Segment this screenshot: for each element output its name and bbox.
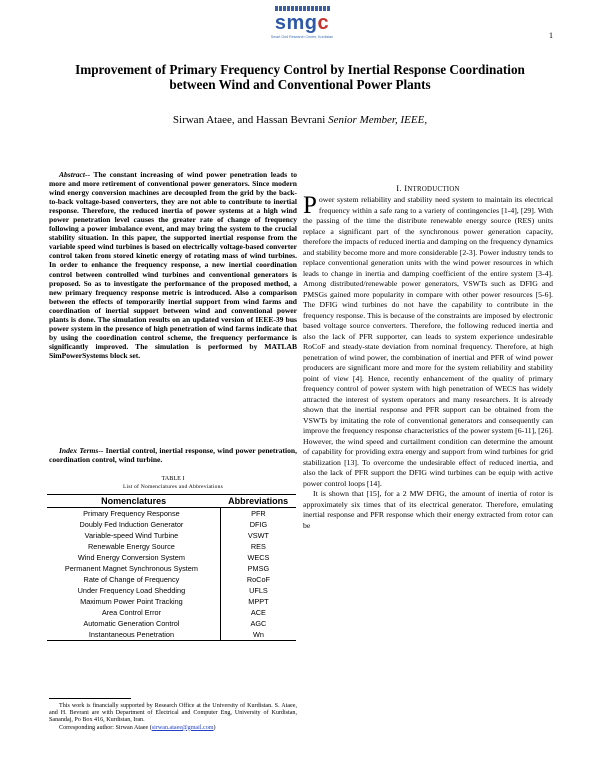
logo-bars-icon <box>247 6 357 11</box>
intro-paragraph-1: Power system reliability and stability need system to maintain its electrical frequency within a safe rang to a variety of contingencies [1-4], [29]. With the passing of the time the distribute renewable energy source (RES) units replace a significant part of the synchronous power generation capacity, therefore the impacts of reduced inertia and damping on the frequency dynamics and stability become more and more considerable [2-3]. Power industry tends to replace conventional generation units with the wind power resources in which leads to change in inertia and damping coefficient of the entire system [3-4]. Among distributed/renewable power generators, VSWTs such as DFIG and PMSGs gained more popularity in compare with other power resources [5-6]. The DFIG wind turbines do not have the capability to contribute in the frequency response. This is because of the constraints are imposed by electronic based voltage source converters. Therefore, the following reduced inertia and also the lack of PFR supporter, can leads to system experience undesirable RoCoF and steady-state deviation from nominal frequency. Therefore, at high penetration of wind power, the combination of inertial and PFR of wind power producers are significant more and more for the system reliability and stability point of view [4]. Hence, recently enhancement of the quality of primary frequency control of power system with high penetration of WECS has widely attracted the interest of system operators and many researchers. It is already shown that the inertial response and PFR support can be obtained from the VSWTs by imitating the role of conventional generators and consequently can improve the frequency response characteristics of the power system [6-11], [26]. However, the wind speed and curtailment condition can determine the amount of capability for providing extra energy and support from wind turbines for grid stabilization [13]. To overcome the undesirable effect of reduced inertia, and also the lack of PFR support the DFIG wind turbines can be equip with active power control loops [14]. <box>303 192 553 488</box>
nomenclature-cell: Renewable Energy Source <box>88 542 175 551</box>
table-row <box>47 519 296 530</box>
abbreviation-cell: PMSG <box>220 563 296 574</box>
table-label: TABLE I <box>161 475 185 482</box>
abbreviation-cell: RES <box>220 541 296 552</box>
intro-paragraph-2: It is shown that [15], for a 2 MW DFIG, the amount of inertia of rotor is approximately six times that of its electrical generator. Therefore, emulating inertial response and PFR response which their energy extracted from rotor can be <box>303 489 553 530</box>
nomenclature-table <box>47 494 296 641</box>
footnote-funding: This work is financially supported by Research Office at the University of Kurdistan. S. Ataee, and H. Bevrani are with Department of Electrical and Computer Eng, University of Kurdistan, Sanandaj, Po Box 416, Kurdistan, Iran. <box>49 703 297 724</box>
table-row <box>47 596 296 607</box>
abstract <box>49 170 297 360</box>
table-row <box>47 530 296 541</box>
nomenclature-cell: Primary Frequency Response <box>83 509 180 518</box>
table-caption <box>49 475 297 491</box>
index-terms-lead: Index Terms <box>59 446 99 455</box>
page-number: 1 <box>549 31 553 40</box>
table-row <box>47 629 296 641</box>
abbreviation-cell: MPPT <box>220 596 296 607</box>
abbreviation-cell: RoCoF <box>220 574 296 585</box>
table-title: List of Nomenclatures and Abbreviations <box>122 484 224 490</box>
introduction-text <box>303 192 553 531</box>
table-header-row <box>47 495 296 508</box>
abbreviation-cell: PFR <box>220 508 296 520</box>
nomenclature-cell: Automatic Generation Control <box>83 619 180 628</box>
nomenclature-cell: Instantaneous Penetration <box>47 629 220 641</box>
abbreviation-cell: VSWT <box>220 530 296 541</box>
journal-logo <box>247 6 357 50</box>
abbreviation-cell: AGC <box>220 618 296 629</box>
abbreviation-cell: ACE <box>220 607 296 618</box>
authors <box>60 114 540 126</box>
table-row <box>47 574 296 585</box>
abbreviation-cell: WECS <box>220 552 296 563</box>
table-header-nomenclatures: Nomenclatures <box>47 495 220 508</box>
table-row <box>47 508 296 520</box>
index-terms <box>49 446 297 464</box>
table-header-abbreviations: Abbreviations <box>220 495 296 508</box>
nomenclature-cell: Maximum Power Point Tracking <box>80 597 183 606</box>
table-row <box>47 607 296 618</box>
nomenclature-cell: Wind Energy Conversion System <box>77 553 185 562</box>
table-row <box>47 563 296 574</box>
abbreviation-cell: DFIG <box>220 519 296 530</box>
footnote <box>49 703 297 732</box>
abbreviation-cell: Wn <box>220 629 296 641</box>
abbreviation-cell: UFLS <box>220 585 296 596</box>
nomenclature-cell: Rate of Change of Frequency <box>83 575 180 584</box>
nomenclature-cell: Permanent Magnet Synchronous System <box>64 564 198 573</box>
author-names: Sirwan Ataee, and Hassan Bevrani <box>172 114 326 126</box>
abstract-lead: Abstract <box>59 170 85 179</box>
table-body <box>47 508 296 641</box>
author-membership: Senior Member, IEEE, <box>328 114 428 126</box>
nomenclature-cell: Area Control Error <box>101 608 162 617</box>
logo-wordmark: smgc <box>274 12 330 34</box>
nomenclature-cell: Variable-speed Wind Turbine <box>84 531 179 540</box>
paper-title: Improvement of Primary Frequency Control by Inertial Response Coordination between Wind and Conventional Power Plants <box>75 62 525 92</box>
nomenclature-cell: Doubly Fed Induction Generator <box>79 520 184 529</box>
author-email-link[interactable]: sirwan.ataee@gmail.com <box>151 724 214 731</box>
section-heading-introduction: I. INTRODUCTION <box>396 183 460 193</box>
footnote-corresponding: Corresponding author: Sirwan Ataee (sirwan.ataee@gmail.com) <box>59 724 216 731</box>
table-row <box>47 585 296 596</box>
drop-cap: P <box>303 192 317 219</box>
abstract-body: -- The constant increasing of wind power penetration leads to more and more retirement of conventional power generators. Since modern wind energy conversion machines are decoupled from the grid by the back-to-back voltage-based converters, they are not able to contribute to inertial response. Therefore, the reduced inertia of power systems at a high wind power penetration level causes the greater rate of change of frequency following a power imbalance event, and may bring the system to the crucial stability situation. In this paper, the supported inertial response from the variable speed wind turbines is based on electrically voltage-based converter control taken from stored kinetic energy of rotating mass of wind turbines. In order to enhance the frequency response, a new inertial coordination control between controlled wind turbines and conventional generators is proposed. So as to investigate the performance of the proposed method, a new primary frequency response metric is introduced. Also a comparison between the effects of temporarily inertial support from wind farms and coordination of inertial support between wind and conventional power plants is done. The simulation results on an updated version of IEEE-39 bus power system in the presence of high penetration of wind farms indicate that by using the coordination control scheme, the frequency performance is significantly improved. The simulation is performed by MATLAB SimPowerSystems block set. <box>49 170 297 360</box>
table-row <box>47 618 296 629</box>
logo-tagline: Smart Grid Research Center, Kurdistan <box>270 35 334 39</box>
index-terms-body: -- Inertial control, inertial response, wind power penetration, coordination control, wind turbine. <box>49 446 297 465</box>
footnote-rule <box>49 698 131 699</box>
table-row <box>47 541 296 552</box>
nomenclature-cell: Under Frequency Load Shedding <box>77 586 186 595</box>
table-row <box>47 552 296 563</box>
